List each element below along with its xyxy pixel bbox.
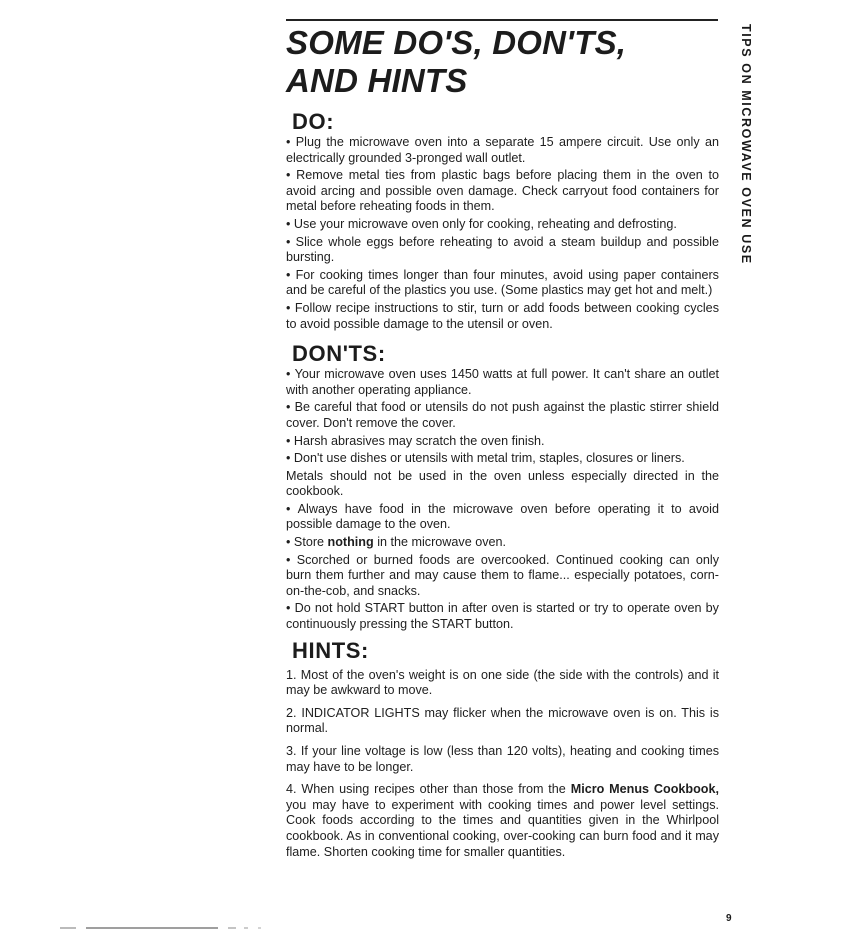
dont-item-text: Store [293,535,328,550]
do-item: • For cooking times longer than four minutes, avoid using paper containers and be careful of the plastics you use. (Some plastics may get hot and melt.) [286,268,719,299]
donts-heading: DON'TS: [292,341,386,367]
dont-item-emphasis: nothing [327,535,374,550]
do-item: • Remove metal ties from plastic bags before placing them in the oven to avoid arcing and possible oven damage. Check carryout food containers for metal before reheating foods in them. [286,168,719,215]
dont-item: • Always have food in the microwave oven before operating it to avoid possible damage to the oven. [286,502,719,533]
page-title-line-1: SOME DO'S, DON'TS, [286,24,627,61]
dont-item: • Do not hold START button in after oven is started or try to operate oven by continuously pressing the START button. [286,601,719,632]
dont-item: • Your microwave oven uses 1450 watts at full power. It can't share an outlet with another operating appliance. [286,367,719,398]
hints-list [286,668,719,861]
hints-section [286,637,719,861]
top-rule [286,19,718,21]
page-number: 9 [726,913,732,924]
donts-list [286,367,719,633]
page-title [286,24,716,100]
do-list [286,135,719,332]
do-item: • Plug the microwave oven into a separate 15 ampere circuit. Use only an electrically grounded 3-pronged wall outlet. [286,135,719,166]
do-item: • Slice whole eggs before reheating to avoid a steam buildup and possible bursting. [286,235,719,266]
do-section [286,108,719,332]
hint-item-text: 4. When using recipes other than those from the [286,782,571,797]
hint-item-text: you may have to experiment with cooking times and power level settings. Cook foods according to the times and quantities given in the Whirlpool cookbook. As in conventional cooking, over-cooking can burn food and it may flame. Shorten cooking time for smaller quantities. [286,797,719,859]
content-column [286,108,719,867]
dont-item-note: Metals should not be used in the oven unless especially directed in the cookbook. [286,468,719,499]
donts-section [286,340,719,633]
dont-item: • Be careful that food or utensils do not push against the plastic stirrer shield cover. Don't remove the cover. [286,400,719,431]
side-tab-label: TIPS ON MICROWAVE OVEN USE [739,24,753,265]
dont-item: • Harsh abrasives may scratch the oven finish. [286,434,719,450]
do-item: • Use your microwave oven only for cooking, reheating and defrosting. [286,217,719,233]
hint-item: 3. If your line voltage is low (less than 120 volts), heating and cooking times may have to be longer. [286,744,719,774]
page-title-line-2: AND HINTS [286,62,468,99]
dont-item-text: in the microwave oven. [373,535,506,550]
hint-item: 2. INDICATOR LIGHTS may flicker when the microwave oven is on. This is normal. [286,705,719,736]
do-item: • Follow recipe instructions to stir, turn or add foods between cooking cycles to avoid possible damage to the utensil or oven. [286,301,719,332]
do-heading: DO: [292,109,335,134]
scan-artifact [60,926,270,930]
hints-heading: HINTS: [292,637,369,663]
dont-item: • Don't use dishes or utensils with metal trim, staples, closures or liners. [286,451,719,467]
hint-item [286,782,719,860]
hint-item-emphasis: Micro Menus Cookbook, [570,782,719,797]
dont-item [286,535,719,551]
dont-item: • Scorched or burned foods are overcooked. Continued cooking can only burn them further and may cause them to flame... especially potatoes, corn-on-the-cob, and snacks. [286,553,719,600]
hint-item: 1. Most of the oven's weight is on one side (the side with the controls) and it may be awkward to move. [286,667,719,698]
